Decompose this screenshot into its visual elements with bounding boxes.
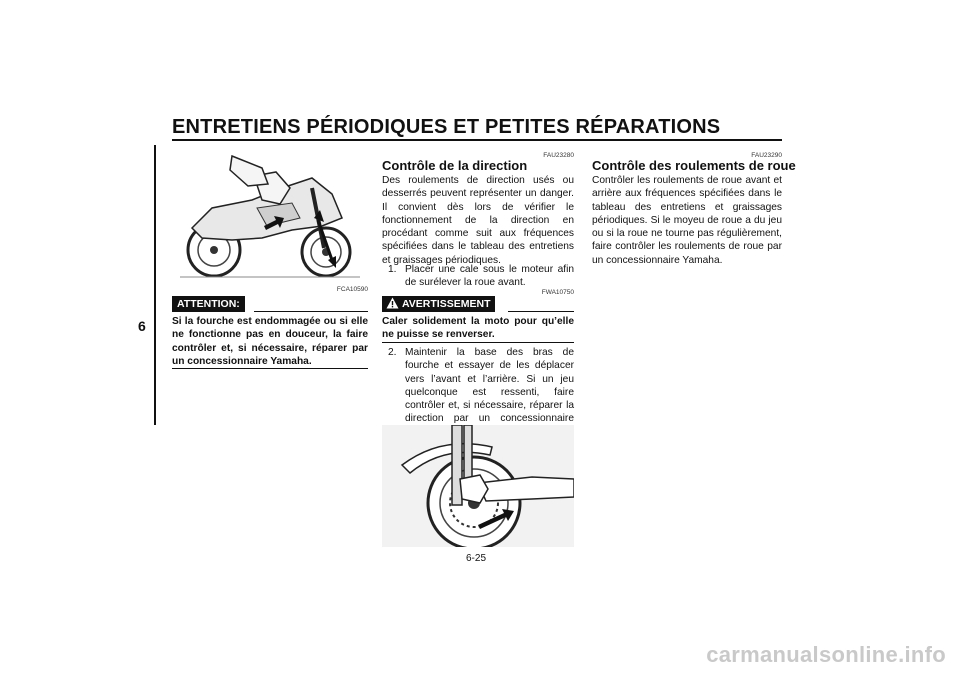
page-title: ENTRETIENS PÉRIODIQUES ET PETITES RÉPARATIONS xyxy=(172,116,721,138)
attention-badge: ATTENTION: xyxy=(172,296,245,312)
section-title-wheel-bearings: Contrôle des roulements de roue xyxy=(592,158,796,173)
wheel-bearings-text: Contrôler les roulements de roue avant et arrière aux fréquences spécifiées dans le tableau des entretiens et graissages périodiques. Si le moyeu de roue a du jeu ou si la roue ne tourne pas régulièrement, faire contrôler les roulements de roue par un concessionnaire Yamaha. xyxy=(592,175,782,266)
watermark: carmanualsonline.info xyxy=(706,642,946,667)
attention-text: Si la fourche est endommagée ou si elle ne fonctionne pas en douceur, la faire contrôler et, si nécessaire, réparer par un concessionnaire Yamaha. xyxy=(172,316,368,367)
step-number: 1. xyxy=(388,264,397,275)
warning-triangle-icon xyxy=(386,297,399,309)
warning-code: FWA10750 xyxy=(541,289,574,296)
step-text: Placer une cale sous le moteur afin de surélever la roue avant. xyxy=(405,264,574,289)
step-text: Maintenir la base des bras de fourche et essayer de les déplacer vers l’avant et l’arrière. Si un jeu quelconque est ressenti, faire contrôler et, si nécessaire, réparer la direction par un concessionnaire xyxy=(405,347,574,425)
header-rule xyxy=(172,139,782,141)
warning-bottom-rule xyxy=(382,342,574,343)
page-number: 6-25 xyxy=(466,553,487,564)
section-code: FAU23280 xyxy=(543,152,574,159)
front-fork-illustration xyxy=(382,425,574,547)
figure-code: FCA10590 xyxy=(336,286,368,293)
section-title-steering: Contrôle de la direction xyxy=(382,158,528,173)
warning-label: AVERTISSEMENT xyxy=(402,298,491,310)
attention-bottom-rule xyxy=(172,368,368,369)
warning-badge xyxy=(382,296,495,312)
list-item xyxy=(388,346,574,425)
list-item xyxy=(388,263,574,291)
steering-intro: Des roulements de direction usés ou desserrés peuvent représenter un danger. Il convient dès lors de vérifier le fonctionnement de la direction en procédant comme suit aux fréquences spécifiées dans le tableau des entretiens et graissages périodiques. xyxy=(382,175,574,266)
section-code: FAU23290 xyxy=(751,152,782,159)
chapter-side-bar xyxy=(154,145,156,425)
attention-rule xyxy=(254,311,368,312)
warning-rule xyxy=(508,311,574,312)
warning-text: Caler solidement la moto pour qu’elle ne puisse se renverser. xyxy=(382,316,574,341)
chapter-tab: 6 xyxy=(138,318,146,334)
step-number: 2. xyxy=(388,347,397,358)
motorcycle-fork-illustration xyxy=(172,148,368,288)
